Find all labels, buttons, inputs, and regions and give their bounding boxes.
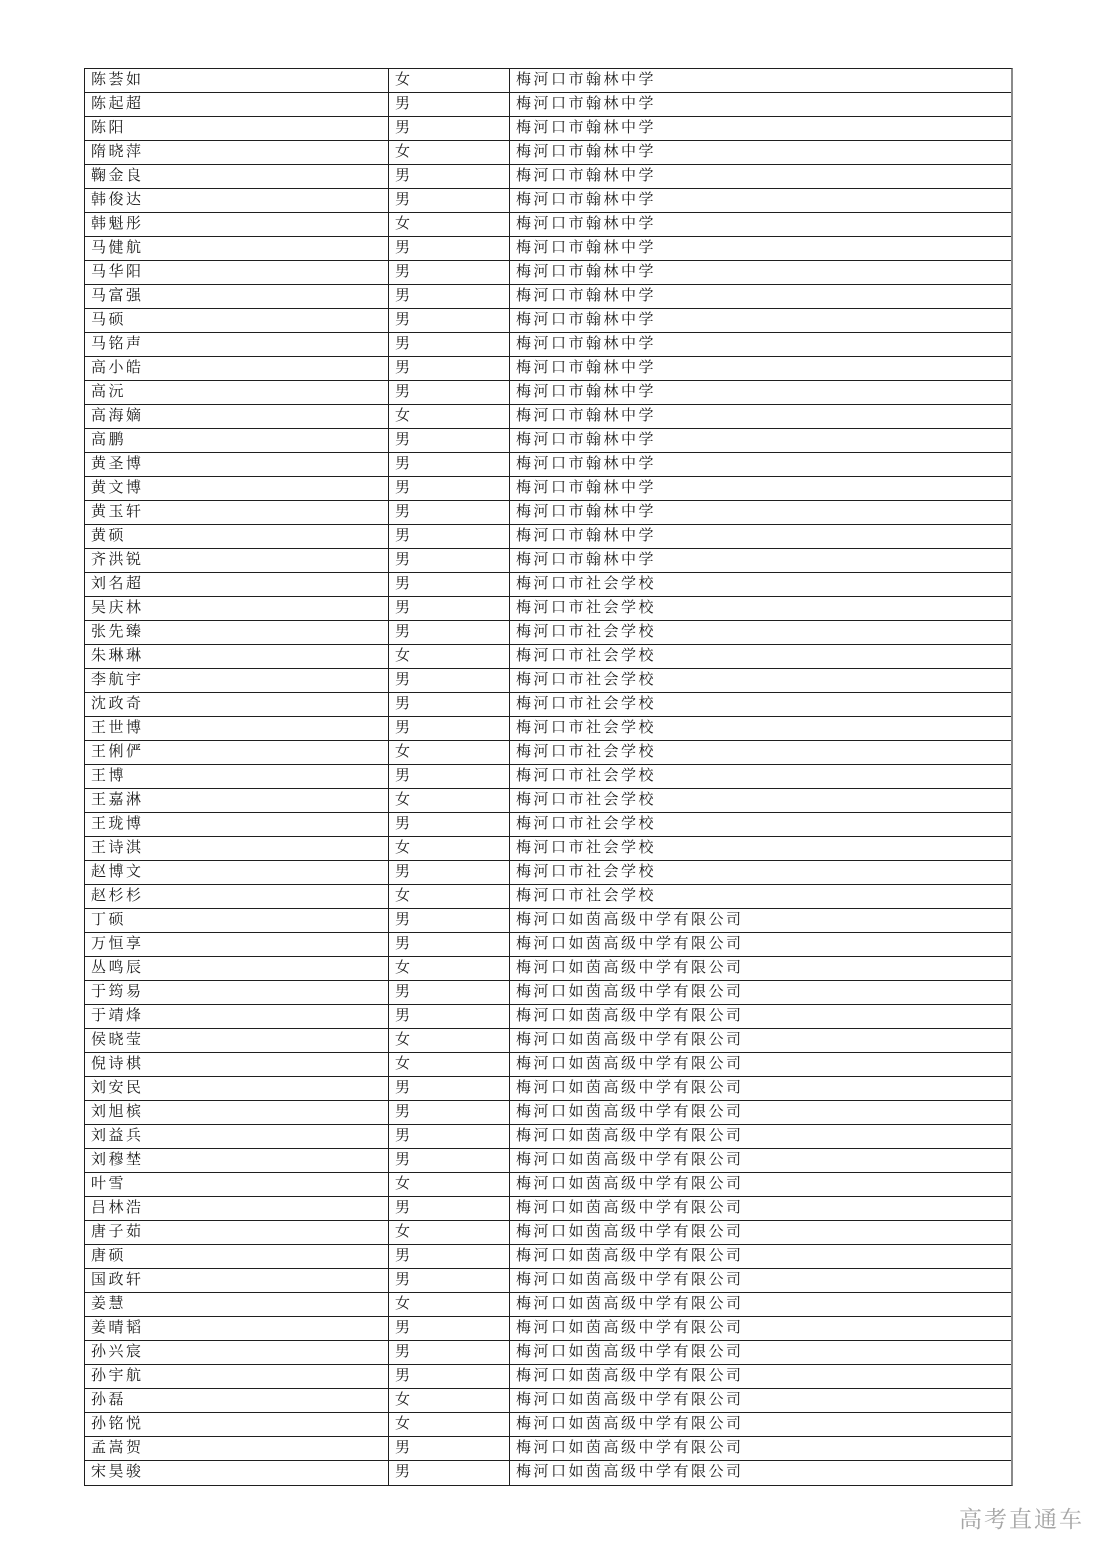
gender-cell: 女 (389, 741, 510, 764)
school-cell: 梅河口市翰林中学 (516, 216, 657, 232)
school-cell: 梅河口市社会学校 (516, 792, 657, 808)
school-cell: 梅河口如茵高级中学有限公司 (516, 1368, 744, 1384)
student-name-cell: 高海嫡 (85, 405, 389, 428)
school-cell: 梅河口如茵高级中学有限公司 (516, 1128, 744, 1144)
table-row (85, 309, 1011, 333)
student-name-cell: 王博 (85, 765, 389, 788)
table-row (85, 333, 1011, 357)
student-name-cell: 孙磊 (85, 1389, 389, 1412)
gender-cell: 男 (389, 1461, 510, 1485)
school-cell: 梅河口市社会学校 (516, 648, 657, 664)
table-row (85, 1029, 1011, 1053)
table-row (85, 429, 1011, 453)
table-row (85, 1101, 1011, 1125)
student-name-cell: 马铭声 (85, 333, 389, 356)
student-name-cell: 韩俊达 (85, 189, 389, 212)
student-name-cell: 马富强 (85, 285, 389, 308)
table-row (85, 237, 1011, 261)
student-name-cell: 韩魁彤 (85, 213, 389, 236)
gender-cell: 男 (389, 477, 510, 500)
table-row (85, 621, 1011, 645)
student-name-cell: 姜晴韬 (85, 1317, 389, 1340)
table-row (85, 933, 1011, 957)
student-name-cell: 吕林浩 (85, 1197, 389, 1220)
student-name-cell: 王嘉淋 (85, 789, 389, 812)
student-name-cell: 赵杉杉 (85, 885, 389, 908)
student-name-cell: 赵博文 (85, 861, 389, 884)
school-cell: 梅河口如茵高级中学有限公司 (516, 960, 744, 976)
student-name-cell: 马硕 (85, 309, 389, 332)
gender-cell: 男 (389, 1101, 510, 1124)
school-cell: 梅河口市社会学校 (516, 600, 657, 616)
table-row (85, 693, 1011, 717)
school-cell: 梅河口如茵高级中学有限公司 (516, 1392, 744, 1408)
gender-cell: 男 (389, 1197, 510, 1220)
table-row (85, 1389, 1011, 1413)
school-cell: 梅河口如茵高级中学有限公司 (516, 1464, 744, 1480)
table-row (85, 477, 1011, 501)
gender-cell: 男 (389, 165, 510, 188)
student-name-cell: 宋昊骏 (85, 1461, 389, 1485)
school-cell: 梅河口市翰林中学 (516, 384, 657, 400)
gender-cell: 男 (389, 717, 510, 740)
gender-cell: 女 (389, 1053, 510, 1076)
gender-cell: 男 (389, 1149, 510, 1172)
student-name-cell: 黄硕 (85, 525, 389, 548)
table-row (85, 1461, 1011, 1485)
school-cell: 梅河口如茵高级中学有限公司 (516, 1272, 744, 1288)
table-row (85, 741, 1011, 765)
table-row (85, 213, 1011, 237)
gender-cell: 女 (389, 1293, 510, 1316)
student-name-cell: 隋晓萍 (85, 141, 389, 164)
table-row (85, 1005, 1011, 1029)
table-row (85, 453, 1011, 477)
student-name-cell: 吴庆林 (85, 597, 389, 620)
table-row (85, 1149, 1011, 1173)
student-name-cell: 高小皓 (85, 357, 389, 380)
table-row (85, 141, 1011, 165)
student-name-cell: 朱琳琳 (85, 645, 389, 668)
student-name-cell: 孙宇航 (85, 1365, 389, 1388)
table-row (85, 381, 1011, 405)
student-name-cell: 丛鸣辰 (85, 957, 389, 980)
gender-cell: 女 (389, 885, 510, 908)
gender-cell: 女 (389, 1029, 510, 1052)
gender-cell: 男 (389, 1005, 510, 1028)
school-cell: 梅河口如茵高级中学有限公司 (516, 1200, 744, 1216)
table-row (85, 957, 1011, 981)
school-cell: 梅河口如茵高级中学有限公司 (516, 1416, 744, 1432)
table-row (85, 261, 1011, 285)
gender-cell: 男 (389, 693, 510, 716)
school-cell: 梅河口如茵高级中学有限公司 (516, 1320, 744, 1336)
student-name-cell: 国政轩 (85, 1269, 389, 1292)
school-cell: 梅河口市社会学校 (516, 888, 657, 904)
gender-cell: 男 (389, 453, 510, 476)
school-cell: 梅河口市社会学校 (516, 576, 657, 592)
table-row (85, 645, 1011, 669)
school-cell: 梅河口市翰林中学 (516, 360, 657, 376)
student-name-cell: 马健航 (85, 237, 389, 260)
school-cell: 梅河口市翰林中学 (516, 312, 657, 328)
school-cell: 梅河口市翰林中学 (516, 288, 657, 304)
table-row (85, 1293, 1011, 1317)
table-row (85, 885, 1011, 909)
gender-cell: 男 (389, 501, 510, 524)
gender-cell: 男 (389, 429, 510, 452)
gender-cell: 女 (389, 1413, 510, 1436)
gender-cell: 女 (389, 957, 510, 980)
student-name-cell: 鞠金良 (85, 165, 389, 188)
table-row (85, 981, 1011, 1005)
student-name-cell: 张先臻 (85, 621, 389, 644)
school-cell: 梅河口如茵高级中学有限公司 (516, 984, 744, 1000)
school-cell: 梅河口如茵高级中学有限公司 (516, 912, 744, 928)
school-cell: 梅河口市翰林中学 (516, 456, 657, 472)
table-row (85, 1221, 1011, 1245)
school-cell: 梅河口市翰林中学 (516, 192, 657, 208)
table-row (85, 861, 1011, 885)
student-name-cell: 王世博 (85, 717, 389, 740)
table-row (85, 501, 1011, 525)
student-name-cell: 唐子茹 (85, 1221, 389, 1244)
school-cell: 梅河口如茵高级中学有限公司 (516, 1344, 744, 1360)
gender-cell: 男 (389, 1125, 510, 1148)
student-name-cell: 黄文博 (85, 477, 389, 500)
school-cell: 梅河口市翰林中学 (516, 72, 657, 88)
school-cell: 梅河口如茵高级中学有限公司 (516, 1152, 744, 1168)
student-name-cell: 李航宇 (85, 669, 389, 692)
school-cell: 梅河口市社会学校 (516, 744, 657, 760)
student-name-cell: 黄圣博 (85, 453, 389, 476)
school-cell: 梅河口如茵高级中学有限公司 (516, 1080, 744, 1096)
school-cell: 梅河口市翰林中学 (516, 96, 657, 112)
school-cell: 梅河口市翰林中学 (516, 504, 657, 520)
school-cell: 梅河口市社会学校 (516, 816, 657, 832)
student-name-cell: 陈荟如 (85, 69, 389, 92)
gender-cell: 女 (389, 405, 510, 428)
gender-cell: 男 (389, 357, 510, 380)
school-cell: 梅河口如茵高级中学有限公司 (516, 1104, 744, 1120)
gender-cell: 男 (389, 549, 510, 572)
gender-cell: 男 (389, 909, 510, 932)
school-cell: 梅河口市翰林中学 (516, 264, 657, 280)
gender-cell: 男 (389, 285, 510, 308)
school-cell: 梅河口市翰林中学 (516, 240, 657, 256)
table-row (85, 1437, 1011, 1461)
school-cell: 梅河口如茵高级中学有限公司 (516, 1296, 744, 1312)
gender-cell: 男 (389, 933, 510, 956)
school-cell: 梅河口市翰林中学 (516, 528, 657, 544)
school-cell: 梅河口市翰林中学 (516, 168, 657, 184)
table-row (85, 1197, 1011, 1221)
student-name-cell: 倪诗棋 (85, 1053, 389, 1076)
school-cell: 梅河口市翰林中学 (516, 336, 657, 352)
school-cell: 梅河口如茵高级中学有限公司 (516, 936, 744, 952)
school-cell: 梅河口市社会学校 (516, 840, 657, 856)
table-row (85, 1173, 1011, 1197)
school-cell: 梅河口市翰林中学 (516, 552, 657, 568)
table-row (85, 573, 1011, 597)
school-cell: 梅河口如茵高级中学有限公司 (516, 1008, 744, 1024)
gender-cell: 男 (389, 813, 510, 836)
school-cell: 梅河口市社会学校 (516, 768, 657, 784)
table-row (85, 1341, 1011, 1365)
table-row (85, 357, 1011, 381)
school-cell: 梅河口市社会学校 (516, 720, 657, 736)
student-name-cell: 孙铭悦 (85, 1413, 389, 1436)
gender-cell: 女 (389, 1389, 510, 1412)
gender-cell: 男 (389, 1341, 510, 1364)
gender-cell: 男 (389, 861, 510, 884)
table-row (85, 837, 1011, 861)
gender-cell: 男 (389, 525, 510, 548)
students-table (84, 68, 1013, 1486)
table-row (85, 717, 1011, 741)
gender-cell: 男 (389, 93, 510, 116)
student-name-cell: 孙兴宸 (85, 1341, 389, 1364)
student-name-cell: 王珑博 (85, 813, 389, 836)
gender-cell: 女 (389, 789, 510, 812)
gender-cell: 男 (389, 597, 510, 620)
table-row (85, 93, 1011, 117)
gender-cell: 男 (389, 1269, 510, 1292)
student-name-cell: 齐洪锐 (85, 549, 389, 572)
table-row (85, 69, 1011, 93)
student-name-cell: 王俐俨 (85, 741, 389, 764)
student-name-cell: 黄玉轩 (85, 501, 389, 524)
student-name-cell: 叶雪 (85, 1173, 389, 1196)
gender-cell: 男 (389, 309, 510, 332)
student-name-cell: 侯晓莹 (85, 1029, 389, 1052)
school-cell: 梅河口如茵高级中学有限公司 (516, 1056, 744, 1072)
gender-cell: 男 (389, 261, 510, 284)
gender-cell: 男 (389, 237, 510, 260)
student-name-cell: 万恒享 (85, 933, 389, 956)
table-row (85, 1413, 1011, 1437)
gender-cell: 男 (389, 573, 510, 596)
gender-cell: 男 (389, 1437, 510, 1460)
table-row (85, 189, 1011, 213)
gender-cell: 男 (389, 1077, 510, 1100)
table-row (85, 1269, 1011, 1293)
student-name-cell: 孟嵩贺 (85, 1437, 389, 1460)
table-row (85, 1245, 1011, 1269)
table-row (85, 165, 1011, 189)
gender-cell: 女 (389, 213, 510, 236)
table-row (85, 525, 1011, 549)
table-row (85, 117, 1011, 141)
student-name-cell: 于筠易 (85, 981, 389, 1004)
gender-cell: 女 (389, 837, 510, 860)
student-name-cell: 刘安民 (85, 1077, 389, 1100)
student-name-cell: 陈阳 (85, 117, 389, 140)
gender-cell: 男 (389, 765, 510, 788)
student-name-cell: 刘穆埜 (85, 1149, 389, 1172)
student-name-cell: 于靖烽 (85, 1005, 389, 1028)
student-name-cell: 丁硕 (85, 909, 389, 932)
gender-cell: 男 (389, 1245, 510, 1268)
table-row (85, 549, 1011, 573)
gender-cell: 男 (389, 117, 510, 140)
school-cell: 梅河口市翰林中学 (516, 408, 657, 424)
table-row (85, 669, 1011, 693)
school-cell: 梅河口市社会学校 (516, 696, 657, 712)
table-row (85, 285, 1011, 309)
gender-cell: 男 (389, 981, 510, 1004)
gender-cell: 女 (389, 69, 510, 92)
gender-cell: 男 (389, 333, 510, 356)
student-name-cell: 马华阳 (85, 261, 389, 284)
table-row (85, 1077, 1011, 1101)
student-name-cell: 刘旭槟 (85, 1101, 389, 1124)
school-cell: 梅河口如茵高级中学有限公司 (516, 1248, 744, 1264)
table-row (85, 405, 1011, 429)
school-cell: 梅河口市社会学校 (516, 624, 657, 640)
student-name-cell: 陈起超 (85, 93, 389, 116)
table-row (85, 789, 1011, 813)
gender-cell: 女 (389, 1221, 510, 1244)
student-name-cell: 刘益兵 (85, 1125, 389, 1148)
school-cell: 梅河口如茵高级中学有限公司 (516, 1176, 744, 1192)
gender-cell: 女 (389, 1173, 510, 1196)
table-row (85, 1125, 1011, 1149)
table-row (85, 813, 1011, 837)
student-name-cell: 姜慧 (85, 1293, 389, 1316)
gender-cell: 男 (389, 381, 510, 404)
school-cell: 梅河口市翰林中学 (516, 480, 657, 496)
gender-cell: 男 (389, 1365, 510, 1388)
table-row (85, 597, 1011, 621)
student-name-cell: 沈政奇 (85, 693, 389, 716)
school-cell: 梅河口如茵高级中学有限公司 (516, 1224, 744, 1240)
gender-cell: 男 (389, 1317, 510, 1340)
gender-cell: 女 (389, 141, 510, 164)
student-name-cell: 高鹏 (85, 429, 389, 452)
table-row (85, 1317, 1011, 1341)
school-cell: 梅河口市翰林中学 (516, 432, 657, 448)
table-row (85, 909, 1011, 933)
school-cell: 梅河口市翰林中学 (516, 120, 657, 136)
gender-cell: 男 (389, 621, 510, 644)
table-row (85, 765, 1011, 789)
table-row (85, 1053, 1011, 1077)
student-name-cell: 唐硕 (85, 1245, 389, 1268)
student-name-cell: 高沅 (85, 381, 389, 404)
watermark-brand: 高考直通车 (959, 1506, 1084, 1532)
gender-cell: 男 (389, 189, 510, 212)
school-cell: 梅河口市社会学校 (516, 864, 657, 880)
school-cell: 梅河口如茵高级中学有限公司 (516, 1440, 744, 1456)
student-name-cell: 刘名超 (85, 573, 389, 596)
school-cell: 梅河口市社会学校 (516, 672, 657, 688)
school-cell: 梅河口如茵高级中学有限公司 (516, 1032, 744, 1048)
gender-cell: 男 (389, 669, 510, 692)
table-row (85, 1365, 1011, 1389)
school-cell: 梅河口市翰林中学 (516, 144, 657, 160)
gender-cell: 女 (389, 645, 510, 668)
student-name-cell: 王诗淇 (85, 837, 389, 860)
